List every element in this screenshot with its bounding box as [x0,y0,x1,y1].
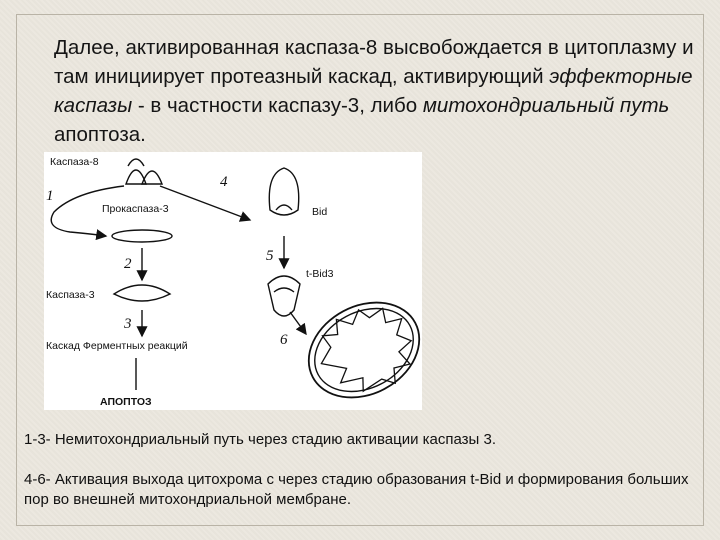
intro-text-2: - в частности каспазу-3, либо [132,94,423,117]
caption-text-1-3: 1-3- Немитохондриальный путь через стадию активации каспазы 3. [24,431,497,448]
intro-text-1: Далее, активированная каспаза-8 высвобождается в цитоплазму и там инициирует протеазный каскад, активирующий [54,36,694,88]
step-1: 1 [46,188,54,204]
label-caspase3: Каспаза-3 [46,289,95,301]
arrow-6 [290,312,306,334]
intro-text-3: апоптоза. [54,123,146,146]
intro-italic-effector: эффекторные каспазы [54,65,693,117]
step-4: 4 [220,174,228,190]
label-caspase8: Каспаза-8 [50,156,99,168]
procaspase3-ellipse [112,230,172,242]
intro-paragraph [54,33,694,149]
label-cascade: Каскад Ферментных реакций [46,340,188,352]
caption-pathway-1-3 [24,430,704,450]
caspase3-shape [114,285,170,301]
caspase8-shape-3 [128,159,144,166]
arrow-4 [160,186,250,220]
label-procaspase3: Прокаспаза-3 [102,203,169,215]
step-5: 5 [266,248,274,264]
label-apoptosis: АПОПТОЗ [100,396,152,408]
bid-shape [269,168,298,215]
step-3: 3 [124,316,132,332]
mitochondrion-shape [292,284,422,410]
label-bid: Bid [312,206,328,218]
step-6: 6 [280,332,288,348]
label-tbid: t-Bid3 [306,268,334,280]
step-2: 2 [124,256,132,272]
apoptosis-diagram [44,152,422,410]
caption-text-4-6: 4-6- Активация выхода цитохрома с через стадию образования t-Bid и формирования больших пор во внешней митохондриальной мембране. [24,471,689,508]
tbid-shape [268,276,300,316]
intro-italic-mito: митохондриальный путь [422,94,670,117]
diagram-drawing [44,152,422,410]
caption-pathway-4-6 [24,470,704,510]
